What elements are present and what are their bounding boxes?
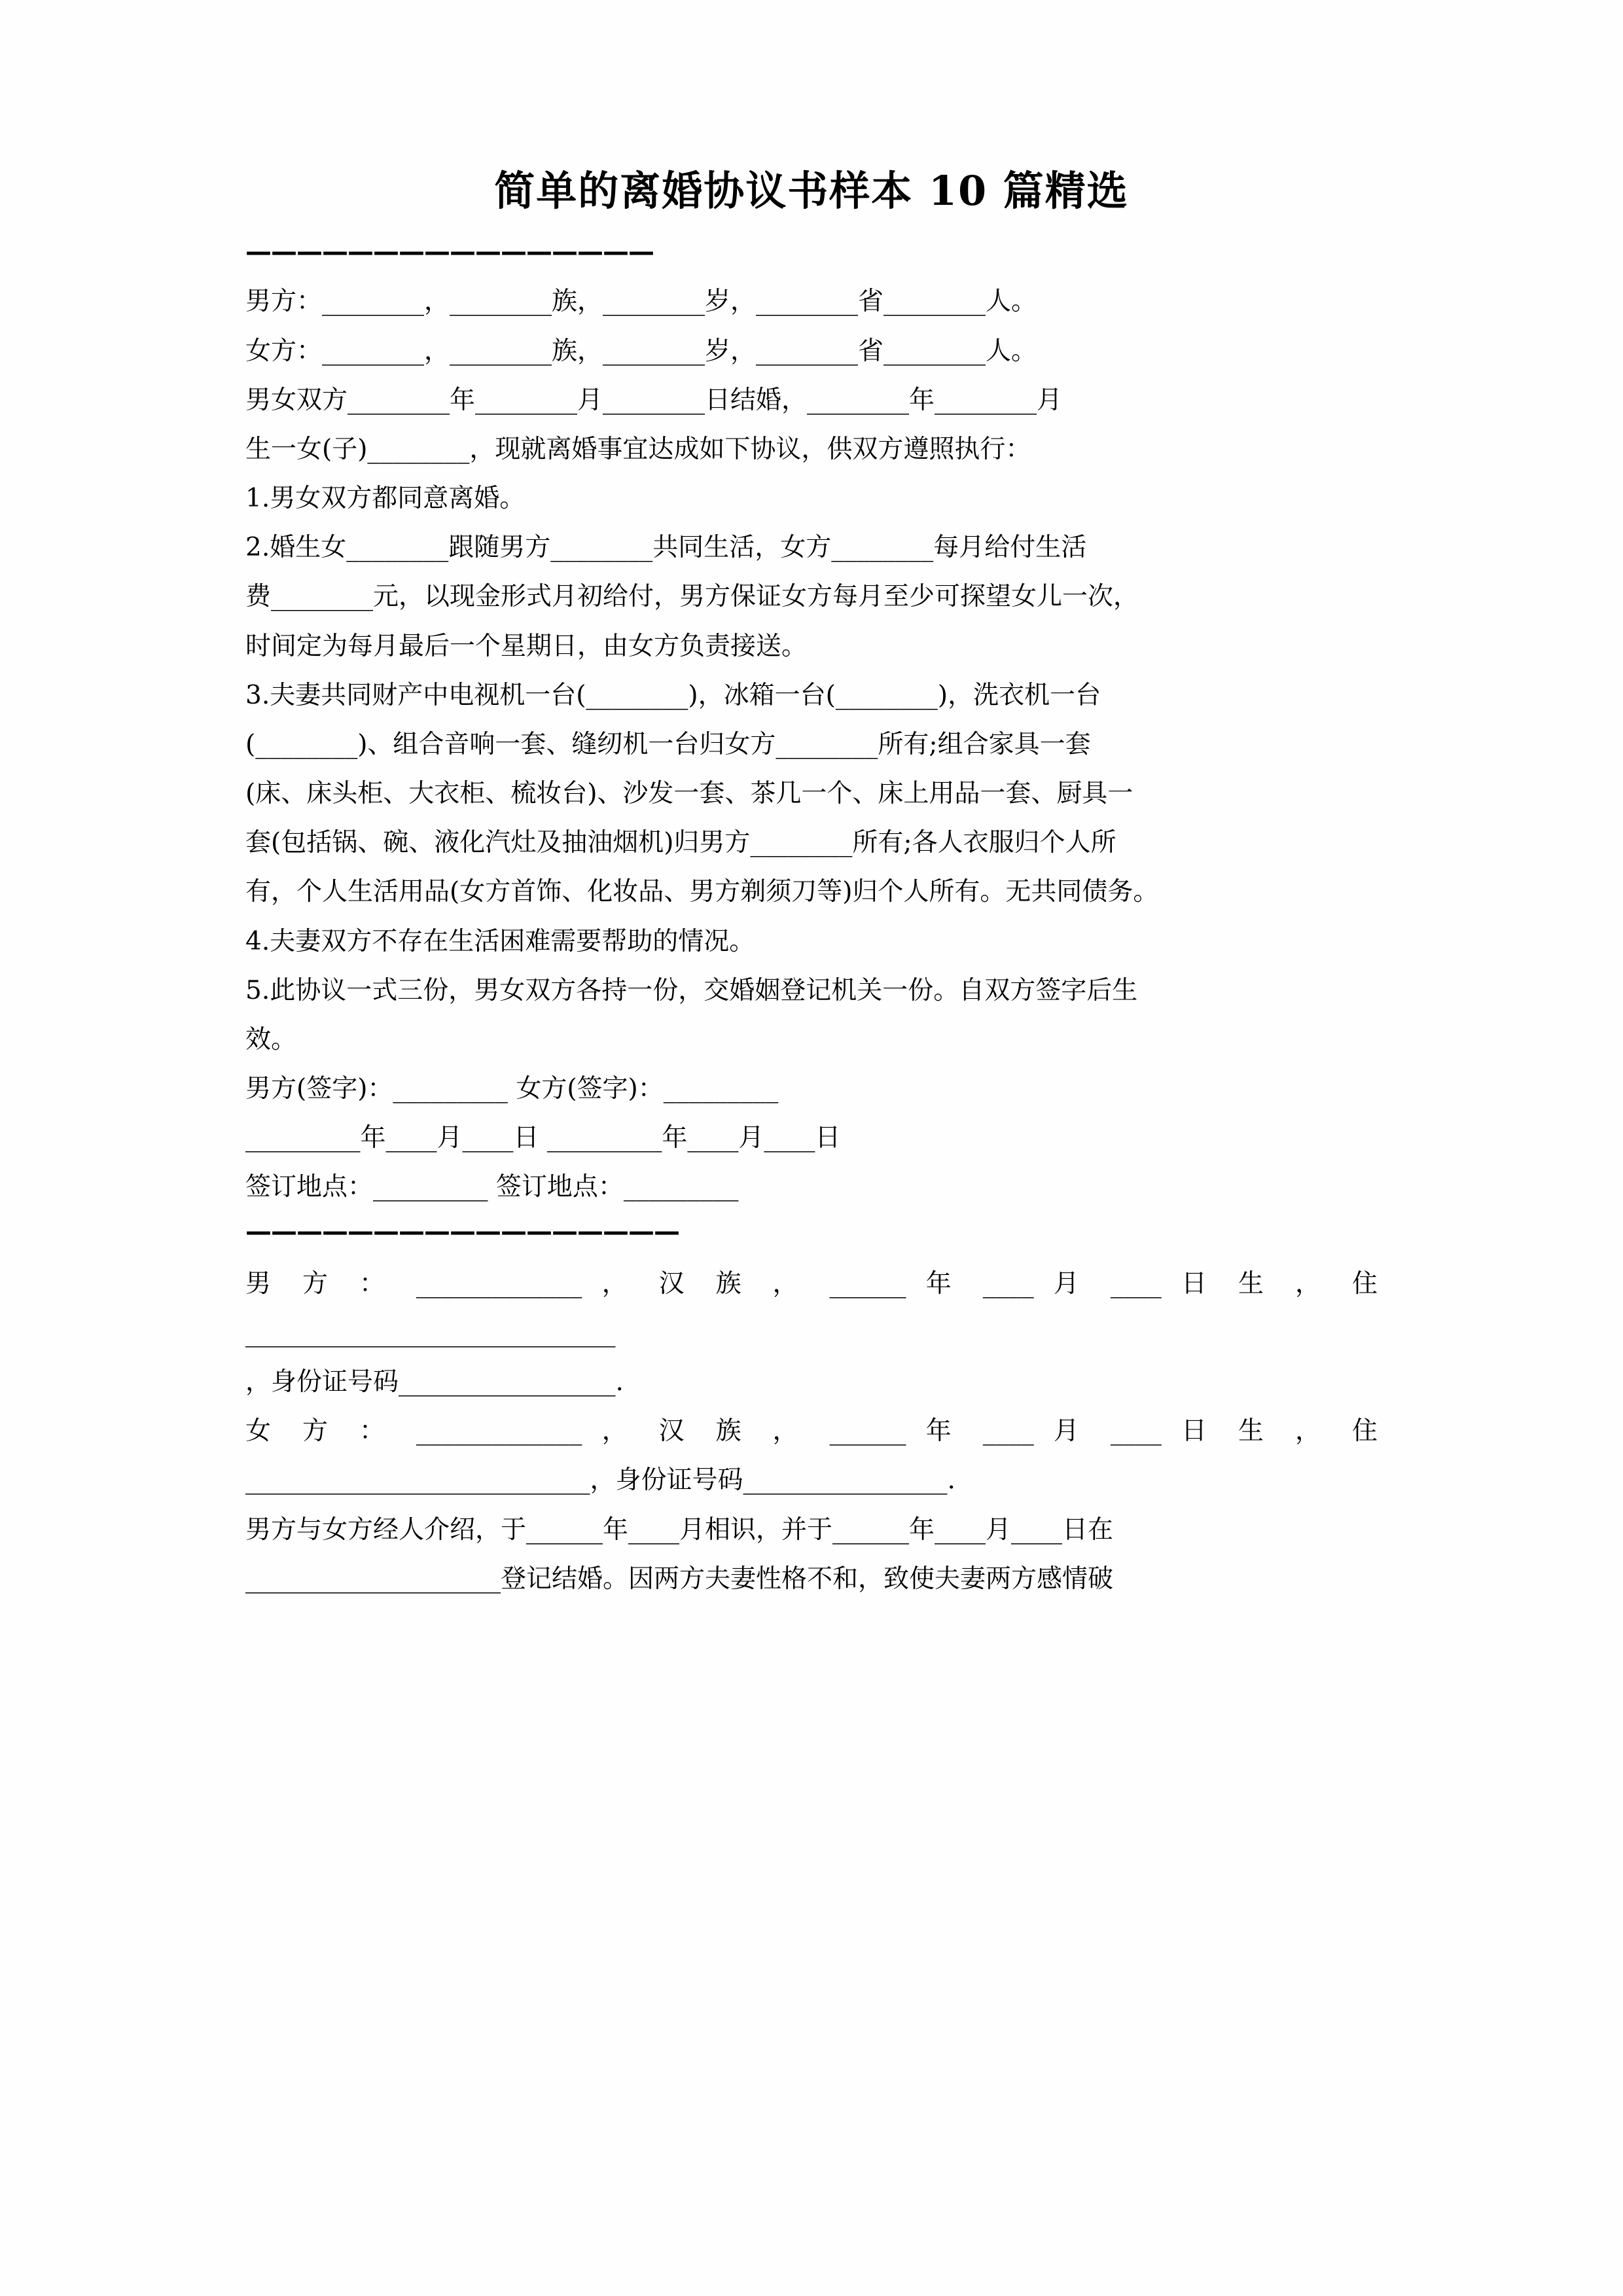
signature-date-line: _________年____月____日 _________年____月____日 <box>245 1123 841 1153</box>
clause-item-2-line-1: 2.婚生女________跟随男方________共同生活，女方________每月给付生活 <box>245 533 1087 563</box>
separator-top: ———————————————— <box>245 238 654 267</box>
male-detail-line-3: ，身份证号码_________________. <box>245 1367 624 1397</box>
clause-item-3-line-4: 套(包括锅、碗、液化汽灶及抽油烟机)归男方________所有;各人衣服归个人所 <box>245 828 1116 858</box>
clause-item-3-line-1: 3.夫妻共同财产中电视机一台(________)，冰箱一台(________)，洗衣机一台 <box>245 680 1101 710</box>
clause-item-1: 1.男女双方都同意离婚。 <box>245 484 526 514</box>
clause-item-3-line-5: 有，个人生活用品(女方首饰、化妆品、男方剃须刀等)归个人所有。无共同债务。 <box>245 877 1159 907</box>
clause-item-5-line-2: 效。 <box>245 1024 297 1054</box>
male-detail-line-2: _____________________________ <box>245 1318 616 1348</box>
clause-item-5-line-1: 5.此协议一式三份，男女双方各持一份，交婚姻登记机关一份。自双方签字后生 <box>245 975 1138 1005</box>
party-female-line: 女方：________，________族，________岁，________省________人。 <box>245 336 1037 366</box>
female-detail-line-1: 女 方 ： _____________ ， 汉 族 ， ______ 年 ____ 月 ____ 日 生 ， 住 <box>245 1416 1378 1446</box>
marriage-date-line: 男女双方________年________月________日结婚，________年________月 <box>245 385 1063 415</box>
child-birth-line: 生一女(子)________，现就离婚事宜达成如下协议，供双方遵照执行： <box>245 434 1031 464</box>
female-detail-line-2: ___________________________，身份证号码________________. <box>245 1465 955 1496</box>
document-content <box>245 167 1378 1607</box>
intro-line-2: ____________________登记结婚。因两方夫妻性格不和，致使夫妻两方感情破 <box>245 1564 1114 1594</box>
signature-line: 男方(签字)：_________ 女方(签字)：_________ <box>245 1074 779 1104</box>
signing-place-line: 签订地点：_________ 签订地点：_________ <box>245 1172 739 1202</box>
separator-bottom: ————————————————— <box>245 1217 679 1246</box>
male-detail-line-1: 男 方 ： _____________ ， 汉 族 ， ______ 年 ____ 月 ____ 日 生 ， 住 <box>245 1268 1378 1299</box>
clause-item-2-line-3: 时间定为每月最后一个星期日，由女方负责接送。 <box>245 631 808 661</box>
clause-item-4: 4.夫妻双方不存在生活困难需要帮助的情况。 <box>245 926 755 956</box>
clause-item-2-line-2: 费________元，以现金形式月初给付，男方保证女方每月至少可探望女儿一次， <box>245 582 1139 612</box>
party-male-line: 男方：________，________族，________岁，________省________人。 <box>245 287 1037 317</box>
clause-item-3-line-3: (床、床头柜、大衣柜、梳妆台)、沙发一套、茶几一个、床上用品一套、厨具一 <box>245 779 1133 809</box>
intro-line-1: 男方与女方经人介绍，于______年____月相识，并于______年____月____日在 <box>245 1515 1114 1545</box>
clause-item-3-line-2: (________)、组合音响一套、缝纫机一台归女方________所有;组合家具一套 <box>245 729 1091 759</box>
page-title: 简单的离婚协议书样本 10 篇精选 <box>494 167 1129 215</box>
